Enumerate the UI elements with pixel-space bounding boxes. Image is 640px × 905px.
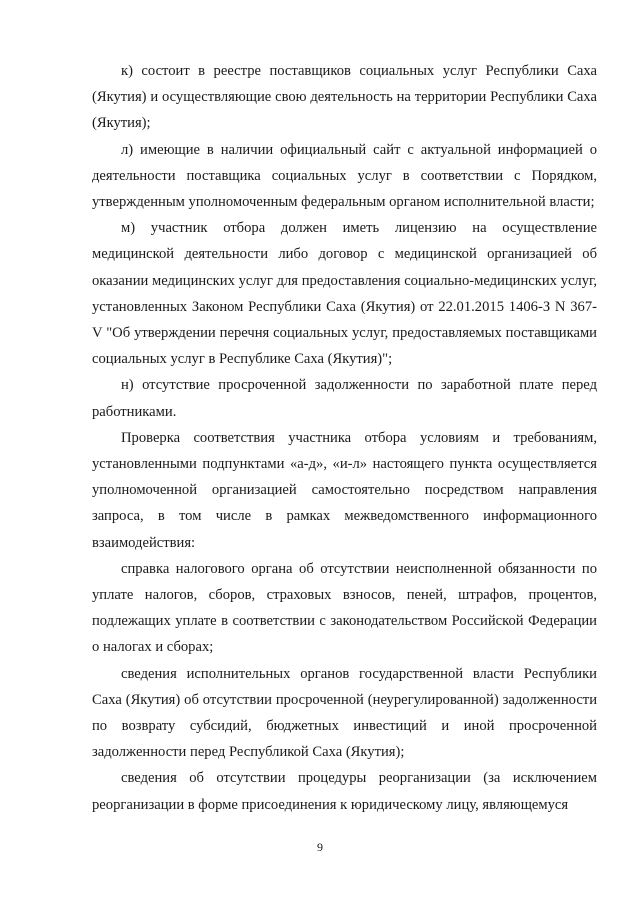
paragraph-reorganization-info: сведения об отсутствии процедуры реорганизации (за исключением реорганизации в форме присоединения к юридическому лицу, являющемуся xyxy=(92,770,597,813)
document-body xyxy=(92,58,597,818)
paragraph-tax-certificate: справка налогового органа об отсутствии неисполненной обязанности по уплате налогов, сборов, страховых взносов, пеней, штрафов, процентов, подлежащих уплате в соответствии с законодательством Российской Федерации о налогах и сборах; xyxy=(92,560,597,656)
paragraph-item-m: м) участник отбора должен иметь лицензию на осуществление медицинской деятельности либо договор с медицинской организацией об оказании медицинских услуг для предоставления социально-медицинских услуг, установленных Законом Республики Саха (Якутия) от 22.01.2015 1406-З N 367-V "Об утверждении перечня социальных услуг, предоставляемых поставщиками социальных услуг в Республике Саха (Якутия)"; xyxy=(92,220,597,368)
page-number: 9 xyxy=(317,840,323,854)
paragraph-verification: Проверка соответствия участника отбора условиям и требованиям, установленными подпунктами «а-д», «и-л» настоящего пункта осуществляется уполномоченной организацией самостоятельно посредством направления запроса, в том числе в рамках межведомственного информационного взаимодействия: xyxy=(92,429,597,551)
paragraph-item-k: к) состоит в реестре поставщиков социальных услуг Республики Саха (Якутия) и осуществляющие свою деятельность на территории Республики Саха (Якутия); xyxy=(92,63,597,132)
paragraph-item-l: л) имеющие в наличии официальный сайт с актуальной информацией о деятельности поставщика социальных услуг в соответствии с Порядком, утвержденным уполномоченным федеральным органом исполнительной власти; xyxy=(92,141,597,211)
paragraph-item-n: н) отсутствие просроченной задолженности по заработной плате перед работниками. xyxy=(92,377,597,420)
paragraph-executive-bodies-info: сведения исполнительных органов государственной власти Республики Саха (Якутия) об отсутствии просроченной (неурегулированной) задолженности по возврату субсидий, бюджетных инвестиций и иной просроченной задолженности перед Республикой Саха (Якутия); xyxy=(92,665,597,761)
